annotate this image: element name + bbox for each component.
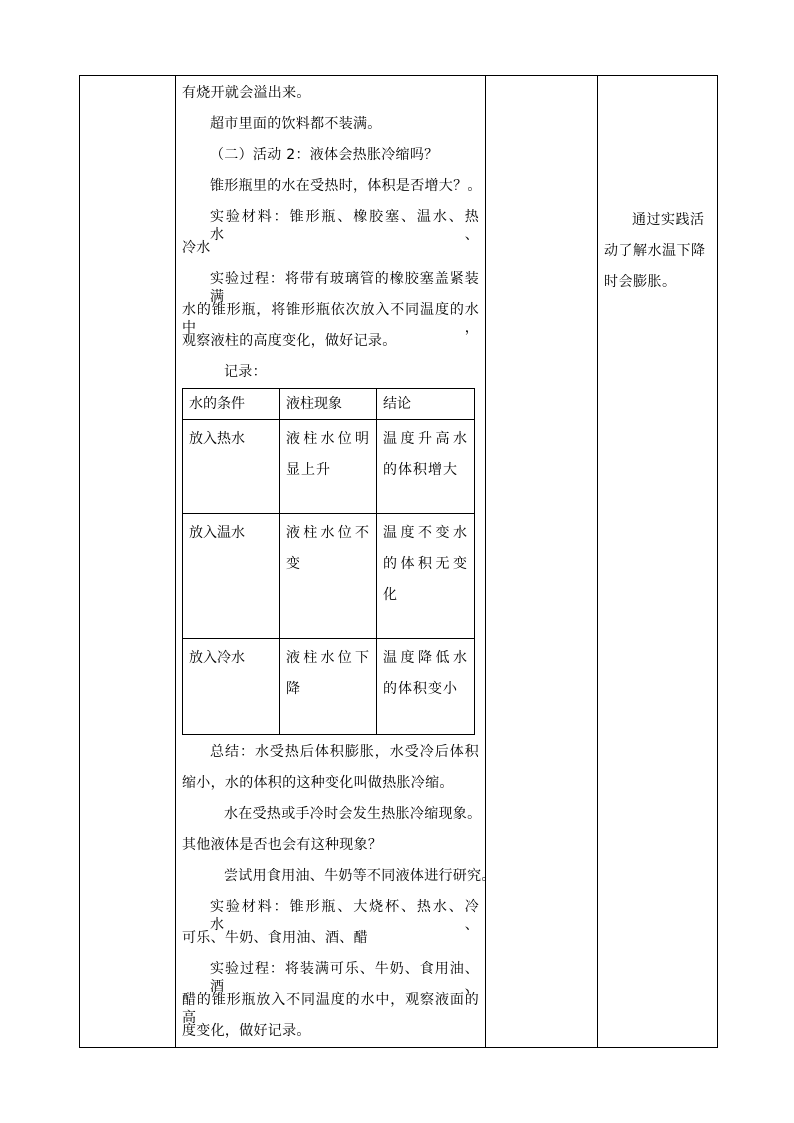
summary-line-1: 总结：水受热后体积膨胀，水受冷后体积 [210,744,479,760]
process2-line-2: 醋的锥形瓶放入不同温度的水中，观察液面的高 [182,992,479,1026]
header-conclusion: 结论 [377,389,475,420]
materials2-line-1: 实验材料：锥形瓶、大烧杯、热水、冷水、 [210,899,479,933]
summary-line-2: 缩小，水的体积的这种变化叫做热胀冷缩。 [182,775,454,791]
design-intent-note [604,205,711,298]
other-liquids-line-2: 其他液体是否也会有这种现象？ [182,837,383,853]
record-table-header [183,389,475,420]
cell-condition: 放入温水 [183,514,280,639]
design-intent-wrap [598,76,717,1047]
teaching-process-column [176,76,496,1048]
other-liquids-line-1: 水在受热或手冷时会发生热胀冷缩现象。 [224,806,482,822]
paragraph-overflow: 有烧开就会溢出来。 [182,85,311,101]
design-intent-column [598,76,718,1048]
cell-condition: 放入冷水 [183,639,280,735]
design-intent-text: 通过实践活动了解水温下降时会膨胀。 [604,212,706,290]
activity-2-heading: （二）活动 2：液体会热胀冷缩吗？ [210,147,439,163]
cell-conclusion: 温度升高水的体积增大 [377,420,475,514]
cell-phenomenon: 液柱水位下降 [280,639,377,735]
empty-student-column [486,76,598,1048]
table-row [183,639,475,735]
lesson-plan-table [79,75,718,1048]
cell-phenomenon: 液柱水位明显上升 [280,420,377,514]
process-line-3: 观察液柱的高度变化，做好记录。 [182,333,397,349]
cell-condition: 放入热水 [183,420,280,514]
materials-line-1: 实验材料：锥形瓶、橡胶塞、温水、热水、 [210,209,479,243]
paragraph-supermarket: 超市里面的饮料都不装满。 [210,116,382,132]
table-row [183,420,475,514]
materials2-line-2: 可乐、牛奶、食用油、酒、醋 [182,930,368,946]
process-line-2: 水的锥形瓶，将锥形瓶依次放入不同温度的水中， [182,302,479,336]
materials-line-2: 冷水 [182,240,211,256]
cell-phenomenon: 液柱水位不变 [280,514,377,639]
try-liquids: 尝试用食用油、牛奶等不同液体进行研究。 [224,868,496,884]
record-label: 记录： [224,364,267,380]
record-table [182,388,475,735]
cell-conclusion: 温度降低水的体积变小 [377,639,475,735]
paragraph-question: 锥形瓶里的水在受热时，体积是否增大？。 [210,178,482,194]
empty-left-column [80,76,176,1048]
table-row [183,514,475,639]
process2-line-1: 实验过程：将装满可乐、牛奶、食用油、酒、 [210,961,479,995]
process-line-1: 实验过程：将带有玻璃管的橡胶塞盖紧装满 [210,271,479,305]
process2-line-3: 度变化，做好记录。 [182,1023,311,1039]
teaching-content [176,76,496,1047]
header-phenomenon: 液柱现象 [280,389,377,420]
header-condition: 水的条件 [183,389,280,420]
cell-conclusion: 温度不变水的体积无变化 [377,514,475,639]
